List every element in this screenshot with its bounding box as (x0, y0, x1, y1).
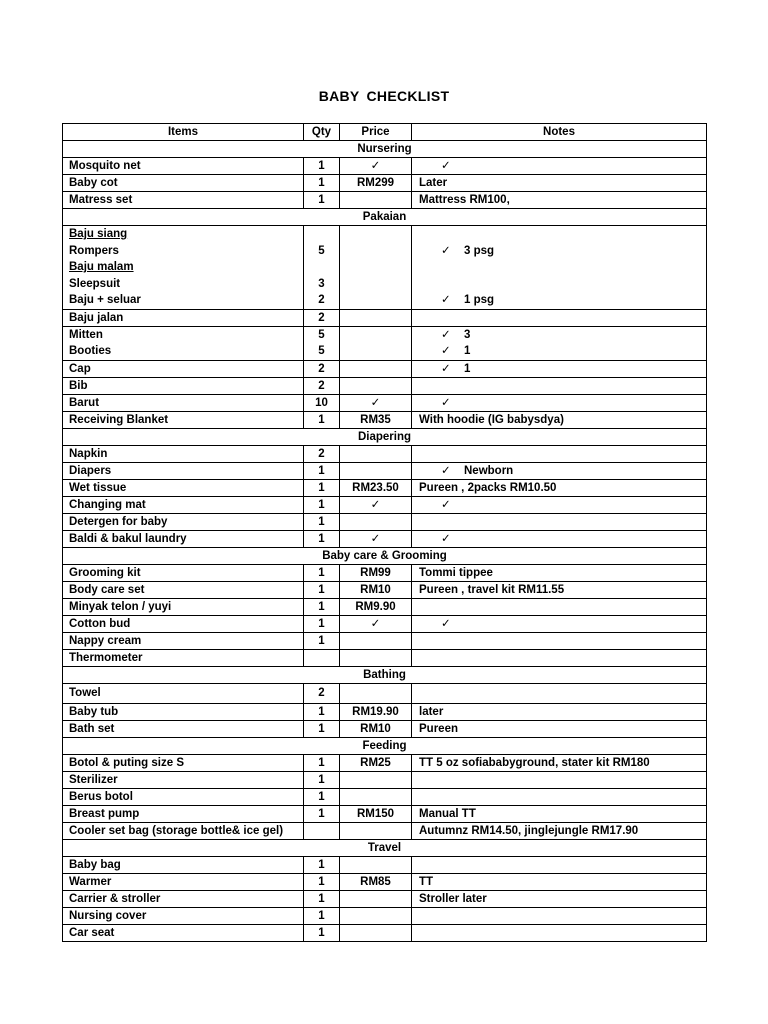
notes-cell (412, 326, 707, 360)
qty-cell: 1 (304, 924, 340, 941)
notes-line (419, 343, 706, 360)
qty-cell: 10 (304, 394, 340, 411)
notes-line (419, 327, 706, 344)
item-line: Sleepsuit (69, 277, 121, 290)
qty-cell: 2 (304, 360, 340, 377)
item-cell: Cooler set bag (storage bottle& ice gel) (63, 822, 304, 839)
header-row (63, 124, 707, 141)
table-row (63, 377, 707, 394)
notes-cell (412, 462, 707, 479)
table-row (63, 754, 707, 771)
item-line: Mitten (69, 328, 103, 341)
table-row (63, 683, 707, 703)
section-title: Bathing (63, 666, 707, 683)
item-cell: Body care set (63, 581, 304, 598)
qty-cell: 1 (304, 598, 340, 615)
item-cell: Napkin (63, 445, 304, 462)
qty-cell: 1 (304, 771, 340, 788)
qty-cell: 1 (304, 720, 340, 737)
price-cell (340, 309, 412, 326)
notes-cell (412, 158, 707, 175)
notes-cell (412, 513, 707, 530)
section-title: Diapering (63, 428, 707, 445)
price-cell (340, 788, 412, 805)
qty-line (304, 259, 339, 276)
qty-line: 5 (318, 244, 325, 257)
table-row (63, 598, 707, 615)
table-row (63, 360, 707, 377)
item-cell: Changing mat (63, 496, 304, 513)
price-cell: RM10 (340, 720, 412, 737)
price-cell: RM299 (340, 175, 412, 192)
qty-cell (304, 649, 340, 666)
table-row (63, 513, 707, 530)
check-icon: ✓ (441, 328, 451, 341)
price-cell: RM99 (340, 564, 412, 581)
item-cell: Baby tub (63, 703, 304, 720)
notes-cell (412, 788, 707, 805)
qty-cell (304, 226, 340, 310)
item-cell: Botol & puting size S (63, 754, 304, 771)
item-line: Rompers (69, 244, 119, 257)
item-cell: Bib (63, 377, 304, 394)
table-row (63, 805, 707, 822)
notes-cell (412, 445, 707, 462)
item-cell: Bath set (63, 720, 304, 737)
item-cell: Cotton bud (63, 615, 304, 632)
price-cell: RM85 (340, 873, 412, 890)
notes-cell (412, 581, 707, 598)
note-text: Manual TT (419, 807, 476, 820)
qty-cell: 2 (304, 309, 340, 326)
notes-cell (412, 822, 707, 839)
table-row (63, 226, 707, 310)
notes-cell (412, 632, 707, 649)
table-row (63, 175, 707, 192)
note-text: Later (419, 177, 448, 189)
table-row (63, 856, 707, 873)
check-icon: ✓ (370, 160, 381, 172)
table-row (63, 158, 707, 175)
section-title: Feeding (63, 737, 707, 754)
price-cell (340, 924, 412, 941)
check-icon: ✓ (441, 345, 451, 357)
header-notes: Notes (412, 124, 707, 141)
item-cell: Baby cot (63, 175, 304, 192)
table-row (63, 530, 707, 547)
note-text: 1 (464, 362, 471, 375)
notes-cell (412, 226, 707, 310)
table-row (63, 890, 707, 907)
check-icon: ✓ (370, 498, 381, 511)
item-cell: Cap (63, 360, 304, 377)
check-icon: ✓ (441, 362, 451, 375)
check-icon: ✓ (370, 396, 381, 409)
price-cell (340, 649, 412, 666)
item-cell: Detergen for baby (63, 513, 304, 530)
notes-cell (412, 805, 707, 822)
notes-cell (412, 309, 707, 326)
qty-cell: 1 (304, 703, 340, 720)
note-text: TT 5 oz sofiababyground, stater kit RM180 (419, 756, 650, 769)
table-row (63, 326, 707, 360)
section-title: Travel (63, 839, 707, 856)
check-icon: ✓ (441, 294, 451, 306)
price-cell (340, 856, 412, 873)
checklist-table (62, 123, 707, 942)
qty-cell: 1 (304, 158, 340, 175)
note-text: Tommi tippee (419, 566, 493, 579)
item-line: Baju + seluar (69, 294, 141, 306)
item-cell: Baldi & bakul laundry (63, 530, 304, 547)
section-row (63, 666, 707, 683)
note-text: 3 psg (464, 244, 495, 257)
notes-cell (412, 720, 707, 737)
item-line: Booties (69, 345, 112, 357)
price-cell (340, 360, 412, 377)
price-cell: RM150 (340, 805, 412, 822)
table-row (63, 479, 707, 496)
note-text: Pureen , 2packs RM10.50 (419, 481, 557, 494)
section-title: Pakaian (63, 209, 707, 226)
qty-cell: 1 (304, 873, 340, 890)
item-cell: Car seat (63, 924, 304, 941)
notes-cell (412, 175, 707, 192)
item-cell: Diapers (63, 462, 304, 479)
price-cell (340, 462, 412, 479)
note-text: Autumnz RM14.50, jinglejungle RM17.90 (419, 824, 639, 837)
qty-cell: 1 (304, 615, 340, 632)
price-cell (340, 890, 412, 907)
item-cell: Sterilizer (63, 771, 304, 788)
qty-cell: 1 (304, 632, 340, 649)
item-cell: Matress set (63, 192, 304, 209)
note-text: 1 psg (464, 294, 495, 306)
notes-line (419, 292, 706, 309)
header-qty: Qty (304, 124, 340, 141)
note-text: Mattress RM100, (419, 194, 510, 206)
price-cell (340, 326, 412, 360)
qty-cell: 2 (304, 445, 340, 462)
qty-cell: 1 (304, 890, 340, 907)
notes-cell (412, 649, 707, 666)
item-cell: Towel (63, 683, 304, 703)
section-row (63, 547, 707, 564)
item-cell (63, 326, 304, 360)
qty-cell: 1 (304, 907, 340, 924)
table-row (63, 720, 707, 737)
table-row (63, 907, 707, 924)
section-title: Baby care & Grooming (63, 547, 707, 564)
notes-line (419, 226, 706, 243)
price-cell: RM10 (340, 581, 412, 598)
item-cell: Thermometer (63, 649, 304, 666)
section-row (63, 428, 707, 445)
price-cell (340, 226, 412, 310)
price-cell (340, 907, 412, 924)
note-text: Pureen (419, 722, 458, 735)
notes-cell (412, 924, 707, 941)
item-cell: Nappy cream (63, 632, 304, 649)
qty-cell (304, 822, 340, 839)
qty-cell: 1 (304, 411, 340, 428)
table-row (63, 496, 707, 513)
note-text: 3 (464, 328, 471, 341)
qty-cell: 1 (304, 462, 340, 479)
price-cell (340, 530, 412, 547)
note-text: TT (419, 875, 434, 888)
notes-line (419, 276, 706, 293)
check-icon: ✓ (441, 617, 451, 630)
price-cell (340, 394, 412, 411)
price-cell (340, 496, 412, 513)
qty-cell: 2 (304, 377, 340, 394)
table-row (63, 445, 707, 462)
qty-cell: 1 (304, 496, 340, 513)
check-icon: ✓ (370, 532, 381, 545)
qty-cell: 1 (304, 581, 340, 598)
notes-cell (412, 890, 707, 907)
notes-cell (412, 856, 707, 873)
table-row (63, 632, 707, 649)
price-cell (340, 445, 412, 462)
item-cell: Wet tissue (63, 479, 304, 496)
notes-cell (412, 530, 707, 547)
notes-cell (412, 703, 707, 720)
notes-cell (412, 564, 707, 581)
qty-cell: 1 (304, 805, 340, 822)
qty-cell: 1 (304, 175, 340, 192)
item-line: Baju malam (69, 261, 134, 273)
table-row (63, 649, 707, 666)
price-cell: RM9.90 (340, 598, 412, 615)
notes-cell (412, 360, 707, 377)
check-icon: ✓ (441, 532, 451, 545)
item-cell: Baby bag (63, 856, 304, 873)
price-cell: RM19.90 (340, 703, 412, 720)
item-cell: Receiving Blanket (63, 411, 304, 428)
table-row (63, 394, 707, 411)
price-cell (340, 513, 412, 530)
price-cell (340, 377, 412, 394)
item-cell: Berus botol (63, 788, 304, 805)
qty-cell: 1 (304, 856, 340, 873)
table-row (63, 924, 707, 941)
item-cell: Baju jalan (63, 309, 304, 326)
item-cell: Carrier & stroller (63, 890, 304, 907)
qty-cell: 1 (304, 788, 340, 805)
item-cell: Minyak telon / yuyi (63, 598, 304, 615)
item-cell: Nursing cover (63, 907, 304, 924)
check-icon: ✓ (441, 396, 451, 409)
notes-cell (412, 479, 707, 496)
item-cell: Barut (63, 394, 304, 411)
table-row (63, 822, 707, 839)
header-items: Items (63, 124, 304, 141)
note-text: With hoodie (IG babysdya) (419, 413, 564, 426)
qty-line: 5 (318, 345, 325, 357)
price-cell: RM25 (340, 754, 412, 771)
note-text: Pureen , travel kit RM11.55 (419, 583, 565, 596)
notes-line (419, 259, 706, 276)
notes-cell (412, 683, 707, 703)
notes-cell (412, 771, 707, 788)
notes-cell (412, 496, 707, 513)
check-icon: ✓ (370, 617, 381, 630)
table-row (63, 615, 707, 632)
item-cell: Warmer (63, 873, 304, 890)
table-row (63, 462, 707, 479)
table-row (63, 192, 707, 209)
item-cell (63, 226, 304, 310)
item-cell: Mosquito net (63, 158, 304, 175)
section-row (63, 737, 707, 754)
qty-line (304, 226, 339, 243)
price-cell (340, 615, 412, 632)
notes-cell (412, 377, 707, 394)
section-row (63, 141, 707, 158)
note-text: Stroller later (419, 892, 487, 905)
note-text: later (419, 705, 444, 718)
table-row (63, 771, 707, 788)
notes-cell (412, 394, 707, 411)
check-icon: ✓ (441, 464, 451, 477)
check-icon: ✓ (441, 244, 451, 257)
qty-cell: 1 (304, 479, 340, 496)
notes-cell (412, 907, 707, 924)
price-cell (340, 683, 412, 703)
item-cell: Grooming kit (63, 564, 304, 581)
qty-line: 3 (318, 277, 325, 290)
qty-cell: 1 (304, 192, 340, 209)
price-cell (340, 771, 412, 788)
price-cell (340, 822, 412, 839)
item-line: Baju siang (69, 228, 128, 240)
price-cell: RM23.50 (340, 479, 412, 496)
table-row (63, 411, 707, 428)
page-title: BABY CHECKLIST (318, 88, 450, 104)
qty-cell: 2 (304, 683, 340, 703)
qty-cell: 1 (304, 530, 340, 547)
notes-cell (412, 598, 707, 615)
note-text: 1 (464, 345, 471, 357)
table-row (63, 581, 707, 598)
notes-cell (412, 873, 707, 890)
notes-cell (412, 411, 707, 428)
notes-line (419, 243, 706, 260)
section-title: Nursering (63, 141, 707, 158)
table-row (63, 564, 707, 581)
header-price: Price (340, 124, 412, 141)
note-text: Newborn (464, 464, 514, 477)
notes-cell (412, 615, 707, 632)
check-icon: ✓ (441, 498, 451, 511)
price-cell (340, 192, 412, 209)
qty-line: 5 (318, 328, 325, 341)
section-row (63, 209, 707, 226)
table-row (63, 703, 707, 720)
table-row (63, 788, 707, 805)
qty-cell: 1 (304, 564, 340, 581)
item-cell: Breast pump (63, 805, 304, 822)
checklist-body (63, 141, 707, 942)
price-cell: RM35 (340, 411, 412, 428)
price-cell (340, 158, 412, 175)
table-row (63, 309, 707, 326)
check-icon: ✓ (441, 160, 451, 172)
table-row (63, 873, 707, 890)
notes-cell (412, 192, 707, 209)
qty-cell (304, 326, 340, 360)
price-cell (340, 632, 412, 649)
section-row (63, 839, 707, 856)
qty-cell: 1 (304, 513, 340, 530)
qty-line: 2 (318, 294, 325, 306)
qty-cell: 1 (304, 754, 340, 771)
notes-cell (412, 754, 707, 771)
